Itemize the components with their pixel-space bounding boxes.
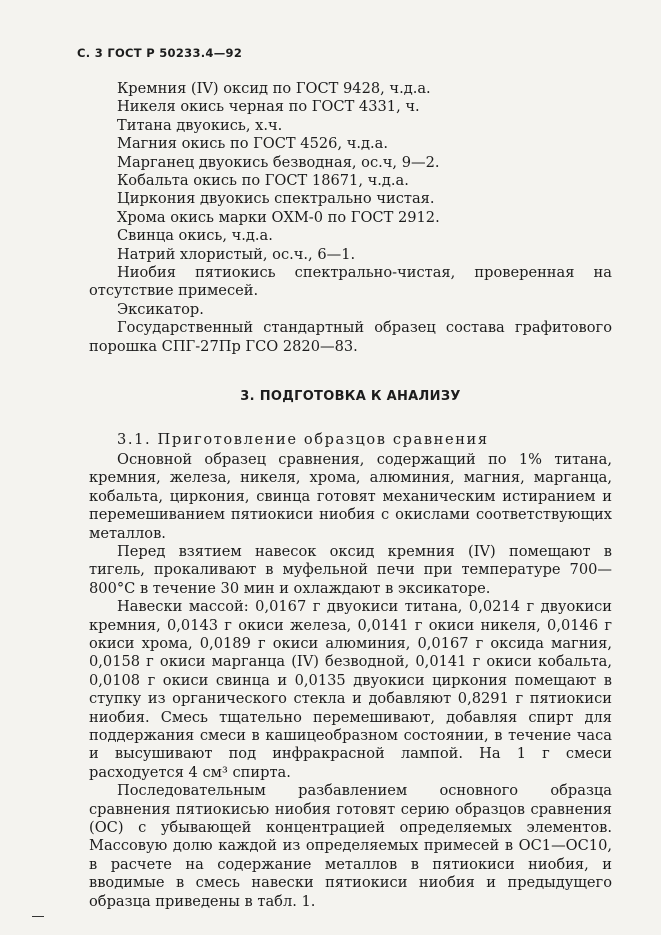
body-paragraph: Основной образец сравнения, содержащий по 1% титана, кремния, железа, никеля, хрома, алюминия, магния, марганца, кобальта, циркония, свинца готовят механическим истиранием и перемешиванием пятиокиси ниобия с окислами соответствующих металлов. (89, 450, 612, 542)
reagent-item: Свинца окись, ч.д.а. (117, 227, 273, 245)
reagent-item: Циркония двуокись спектрально чистая. (117, 190, 435, 208)
reagent-item: Марганец двуокись безводная, ос.ч, 9—2. (117, 153, 440, 171)
page-content (89, 80, 612, 911)
standard-sample-paragraph: Государственный стандартный образец состава графитового порошка СПГ-27Пр ГСО 2820—83. (89, 319, 612, 355)
desiccator-paragraph: Эксикатор. (117, 300, 204, 318)
reagent-item: Титана двуокись, х.ч. (117, 116, 283, 134)
reagent-list (89, 80, 612, 264)
reagent-item: Никеля окись черная по ГОСТ 4331, ч. (117, 98, 420, 116)
page-header: С. 3 ГОСТ Р 50233.4—92 (77, 46, 243, 60)
reagent-item: Кобальта окись по ГОСТ 18671, ч.д.а. (117, 172, 409, 190)
niobium-reagent-paragraph: Ниобия пятиокись спектрально-чистая, проверенная на отсутствие примесей. (89, 264, 612, 300)
reagent-item: Магния окись по ГОСТ 4526, ч.д.а. (117, 135, 388, 153)
body-paragraph: Последовательным разбавлением основного образца сравнения пятиокисью ниобия готовят серию образцов сравнения (ОС) с убывающей концентрацией определяемых элементов. Массовую долю каждой из определяемых примесей в ОС1—ОС10, в расчете на содержание металлов в пятиокиси ниобия, и вводимые в смесь навески пятиокиси ниобия и предыдущего образца приведены в табл. 1. (89, 782, 612, 910)
scan-mark (32, 916, 44, 917)
reagent-item: Кремния (IV) оксид по ГОСТ 9428, ч.д.а. (117, 80, 431, 97)
reagent-item: Хрома окись марки ОХМ-0 по ГОСТ 2912. (117, 208, 440, 226)
body-paragraph: Перед взятием навесок оксид кремния (IV) помещают в тигель, прокаливают в муфельной печи при температуре 700—800°С в течение 30 мин и охлаждают в эксикаторе. (89, 542, 612, 597)
subsection-heading: 3.1. Приготовление образцов сравнения (117, 430, 489, 448)
reagent-item: Натрий хлористый, ос.ч., 6—1. (117, 245, 356, 263)
section-heading: 3. ПОДГОТОВКА К АНАЛИЗУ (240, 389, 461, 405)
body-paragraph: Навески массой: 0,0167 г двуокиси титана, 0,0214 г двуокиси кремния, 0,0143 г окиси железа, 0,0141 г окиси никеля, 0,0146 г окиси хрома, 0,0189 г окиси алюминия, 0,0167 г оксида магния, 0,0158 г окиси марганца (IV) безводной, 0,0141 г окиси кобальта, 0,0108 г окиси свинца и 0,0135 двуокиси циркония помещают в ступку из органического стекла и добавляют 0,8291 г пятиокиси ниобия. Смесь тщательно перемешивают, добавляя спирт для поддержания смеси в кашицеобразном состоянии, в течение часа и высушивают под инфракрасной лампой. На 1 г смеси расходуется 4 см³ спирта. (89, 598, 612, 781)
